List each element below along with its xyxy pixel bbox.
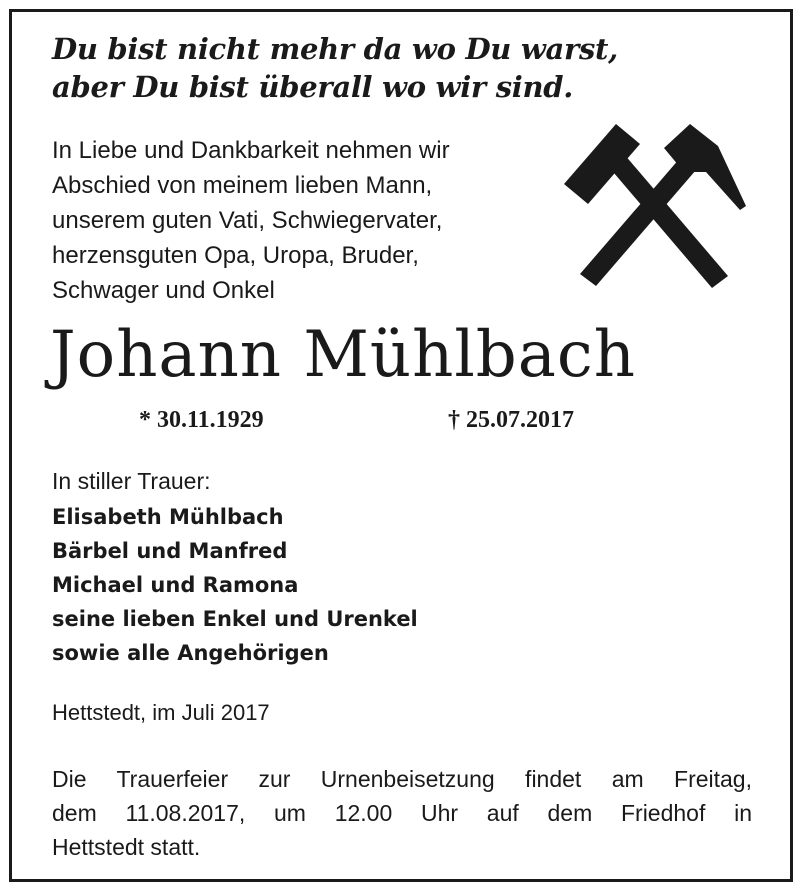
hammer-and-pick-icon	[560, 118, 750, 293]
intro-line-3: unserem guten Vati, Schwiegervater,	[52, 207, 443, 234]
mourners-label: In stiller Trauer:	[52, 468, 211, 494]
motto-line-1: Du bist nicht mehr da wo Du warst,	[52, 32, 618, 66]
funeral-notice-line: Die Trauerfeier zur Urnenbeisetzung findet am Freitag,	[52, 766, 752, 792]
place-date: Hettstedt, im Juli 2017	[52, 700, 270, 725]
intro-line-4: herzensguten Opa, Uropa, Bruder,	[52, 242, 419, 269]
mourner-name: seine lieben Enkel und Urenkel	[52, 607, 418, 631]
death-date: † 25.07.2017	[448, 407, 574, 433]
intro-line-5: Schwager und Onkel	[52, 277, 275, 304]
intro-line-1: In Liebe und Dankbarkeit nehmen wir	[52, 137, 450, 164]
intro-line-2: Abschied von meinem lieben Mann,	[52, 172, 433, 199]
deceased-name: Johann Mühlbach	[50, 318, 636, 392]
mourner-name: sowie alle Angehörigen	[52, 641, 329, 665]
mourner-name: Bärbel und Manfred	[52, 539, 288, 563]
funeral-notice-line: Hettstedt statt.	[52, 834, 201, 860]
birth-date: * 30.11.1929	[139, 407, 264, 433]
motto-line-2: aber Du bist überall wo wir sind.	[52, 70, 574, 104]
mourner-name: Elisabeth Mühlbach	[52, 505, 284, 529]
mourner-name: Michael und Ramona	[52, 573, 299, 597]
funeral-notice-line: dem 11.08.2017, um 12.00 Uhr auf dem Friedhof in	[52, 800, 752, 826]
funeral-notice	[52, 762, 752, 864]
